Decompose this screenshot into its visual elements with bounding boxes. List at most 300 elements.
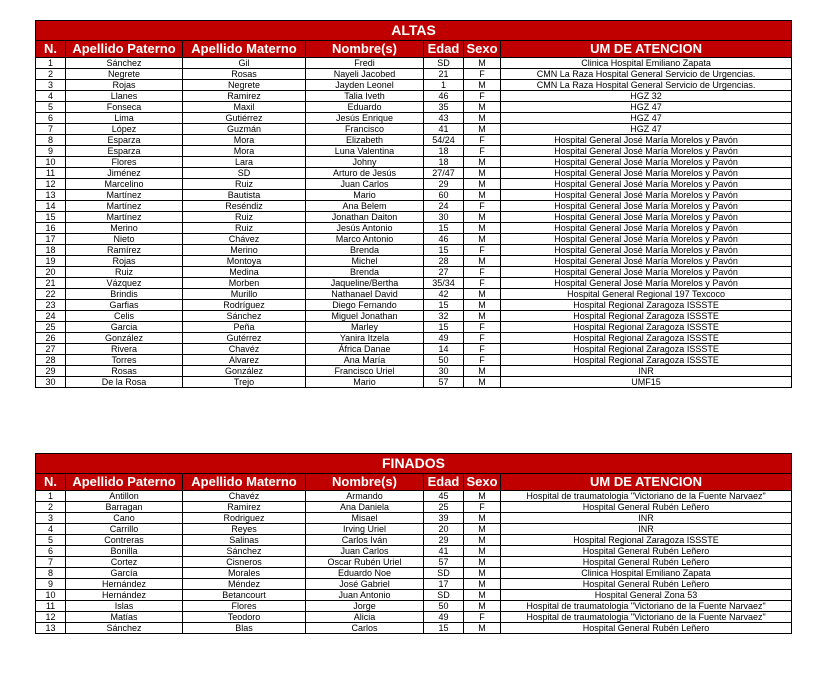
cell-sexo: M bbox=[464, 590, 501, 601]
cell-edad: 57 bbox=[424, 377, 464, 388]
cell-um-atencion: INR bbox=[501, 513, 792, 524]
table-row bbox=[36, 579, 792, 590]
cell-edad: 45 bbox=[424, 491, 464, 502]
cell-sexo: F bbox=[464, 135, 501, 146]
cell-sexo: M bbox=[464, 256, 501, 267]
col-header-sexo: Sexo bbox=[464, 474, 501, 491]
cell-apellido-materno: Trejo bbox=[183, 377, 306, 388]
cell-apellido-paterno: Ramírez bbox=[66, 245, 183, 256]
col-header-n: N. bbox=[36, 474, 66, 491]
cell-n: 19 bbox=[36, 256, 66, 267]
table-row bbox=[36, 535, 792, 546]
cell-apellido-materno: Gil bbox=[183, 58, 306, 69]
cell-n: 18 bbox=[36, 245, 66, 256]
cell-n: 4 bbox=[36, 524, 66, 535]
cell-nombre: Marley bbox=[306, 322, 424, 333]
cell-apellido-materno: Ruiz bbox=[183, 212, 306, 223]
col-header-sexo: Sexo bbox=[464, 41, 501, 58]
cell-edad: 32 bbox=[424, 311, 464, 322]
cell-um-atencion: Hospital General José María Morelos y Pavón bbox=[501, 245, 792, 256]
cell-sexo: M bbox=[464, 524, 501, 535]
table-row bbox=[36, 223, 792, 234]
cell-edad: 39 bbox=[424, 513, 464, 524]
cell-nombre: Miguel Jonathan bbox=[306, 311, 424, 322]
cell-um-atencion: HGZ 47 bbox=[501, 102, 792, 113]
table-row bbox=[36, 91, 792, 102]
cell-nombre: Jayden Leonel bbox=[306, 80, 424, 91]
cell-n: 29 bbox=[36, 366, 66, 377]
table-row bbox=[36, 557, 792, 568]
cell-edad: 18 bbox=[424, 157, 464, 168]
cell-apellido-paterno: Islas bbox=[66, 601, 183, 612]
cell-apellido-paterno: Hernández bbox=[66, 590, 183, 601]
cell-sexo: M bbox=[464, 366, 501, 377]
cell-nombre: Johny bbox=[306, 157, 424, 168]
cell-apellido-materno: Chávez bbox=[183, 234, 306, 245]
cell-sexo: F bbox=[464, 355, 501, 366]
cell-sexo: F bbox=[464, 278, 501, 289]
cell-nombre: Mario bbox=[306, 377, 424, 388]
cell-um-atencion: UMF15 bbox=[501, 377, 792, 388]
cell-um-atencion: CMN La Raza Hospital General Servicio de Urgencias. bbox=[501, 69, 792, 80]
cell-n: 14 bbox=[36, 201, 66, 212]
cell-nombre: Juan Antonio bbox=[306, 590, 424, 601]
cell-nombre: Jorge bbox=[306, 601, 424, 612]
cell-apellido-paterno: Martínez bbox=[66, 190, 183, 201]
cell-um-atencion: HGZ 32 bbox=[501, 91, 792, 102]
cell-edad: 30 bbox=[424, 366, 464, 377]
table-row bbox=[36, 256, 792, 267]
cell-sexo: M bbox=[464, 491, 501, 502]
cell-edad: 20 bbox=[424, 524, 464, 535]
altas-body bbox=[36, 58, 792, 388]
table-row bbox=[36, 289, 792, 300]
cell-edad: 46 bbox=[424, 91, 464, 102]
cell-edad: 24 bbox=[424, 201, 464, 212]
cell-nombre: Michel bbox=[306, 256, 424, 267]
table-row bbox=[36, 212, 792, 223]
table-row bbox=[36, 124, 792, 135]
cell-apellido-materno: Rodríguez bbox=[183, 300, 306, 311]
col-header-edad: Edad bbox=[424, 474, 464, 491]
table-row bbox=[36, 179, 792, 190]
table-row bbox=[36, 524, 792, 535]
cell-apellido-materno: Morben bbox=[183, 278, 306, 289]
cell-apellido-materno: Mora bbox=[183, 135, 306, 146]
cell-nombre: Jonathan Daiton bbox=[306, 212, 424, 223]
cell-nombre: Jesús Antonio bbox=[306, 223, 424, 234]
cell-apellido-paterno: Ruiz bbox=[66, 267, 183, 278]
cell-n: 11 bbox=[36, 168, 66, 179]
cell-apellido-materno: Lara bbox=[183, 157, 306, 168]
cell-sexo: M bbox=[464, 80, 501, 91]
col-header-um-atencion: UM DE ATENCION bbox=[501, 474, 792, 491]
cell-edad: 43 bbox=[424, 113, 464, 124]
cell-sexo: F bbox=[464, 267, 501, 278]
table-row bbox=[36, 612, 792, 623]
cell-n: 23 bbox=[36, 300, 66, 311]
table-row bbox=[36, 113, 792, 124]
table-row bbox=[36, 80, 792, 91]
cell-apellido-paterno: Matías bbox=[66, 612, 183, 623]
cell-edad: 46 bbox=[424, 234, 464, 245]
cell-sexo: M bbox=[464, 124, 501, 135]
altas-title: ALTAS bbox=[36, 21, 792, 41]
cell-edad: 50 bbox=[424, 601, 464, 612]
table-row bbox=[36, 157, 792, 168]
cell-sexo: F bbox=[464, 146, 501, 157]
cell-apellido-materno: Gutérrez bbox=[183, 333, 306, 344]
cell-apellido-materno: Teodoro bbox=[183, 612, 306, 623]
finados-table bbox=[35, 453, 792, 634]
cell-apellido-materno: Ruiz bbox=[183, 223, 306, 234]
cell-edad: 54/24 bbox=[424, 135, 464, 146]
cell-um-atencion: Hospital General José María Morelos y Pavón bbox=[501, 146, 792, 157]
cell-um-atencion: Hospital Regional Zaragoza ISSSTE bbox=[501, 344, 792, 355]
cell-edad: 57 bbox=[424, 557, 464, 568]
cell-apellido-paterno: Marcelino bbox=[66, 179, 183, 190]
cell-n: 9 bbox=[36, 146, 66, 157]
cell-sexo: M bbox=[464, 234, 501, 245]
cell-edad: 1 bbox=[424, 80, 464, 91]
cell-um-atencion: CMN La Raza Hospital General Servicio de Urgencias. bbox=[501, 80, 792, 91]
table-row bbox=[36, 322, 792, 333]
cell-apellido-paterno: Sánchez bbox=[66, 58, 183, 69]
cell-sexo: M bbox=[464, 579, 501, 590]
cell-n: 24 bbox=[36, 311, 66, 322]
cell-nombre: Arturo de Jesús bbox=[306, 168, 424, 179]
cell-apellido-paterno: Vázquez bbox=[66, 278, 183, 289]
cell-apellido-materno: Blas bbox=[183, 623, 306, 634]
cell-nombre: Brenda bbox=[306, 245, 424, 256]
cell-nombre: Nayeli Jacobed bbox=[306, 69, 424, 80]
cell-um-atencion: Hospital General José María Morelos y Pavón bbox=[501, 190, 792, 201]
cell-n: 6 bbox=[36, 546, 66, 557]
table-row bbox=[36, 201, 792, 212]
cell-sexo: M bbox=[464, 168, 501, 179]
cell-apellido-materno: Montoya bbox=[183, 256, 306, 267]
col-header-apellido-materno: Apellido Materno bbox=[183, 474, 306, 491]
cell-nombre: Irving Uriel bbox=[306, 524, 424, 535]
cell-apellido-materno: Merino bbox=[183, 245, 306, 256]
cell-nombre: África Danae bbox=[306, 344, 424, 355]
cell-sexo: M bbox=[464, 535, 501, 546]
cell-nombre: Oscar Rubén Uriel bbox=[306, 557, 424, 568]
cell-nombre: Eduardo Noe bbox=[306, 568, 424, 579]
cell-sexo: M bbox=[464, 212, 501, 223]
cell-n: 5 bbox=[36, 535, 66, 546]
cell-edad: 27/47 bbox=[424, 168, 464, 179]
cell-sexo: M bbox=[464, 223, 501, 234]
table-row bbox=[36, 146, 792, 157]
cell-n: 12 bbox=[36, 179, 66, 190]
cell-sexo: M bbox=[464, 568, 501, 579]
cell-apellido-materno: Ramirez bbox=[183, 502, 306, 513]
cell-edad: 15 bbox=[424, 623, 464, 634]
cell-apellido-paterno: García bbox=[66, 568, 183, 579]
cell-n: 4 bbox=[36, 91, 66, 102]
cell-apellido-paterno: Lima bbox=[66, 113, 183, 124]
cell-apellido-paterno: Rojas bbox=[66, 80, 183, 91]
cell-sexo: M bbox=[464, 557, 501, 568]
cell-apellido-materno: Cisneros bbox=[183, 557, 306, 568]
cell-edad: SD bbox=[424, 58, 464, 69]
cell-um-atencion: Hospital General José María Morelos y Pavón bbox=[501, 168, 792, 179]
cell-n: 15 bbox=[36, 212, 66, 223]
cell-apellido-materno: Negrete bbox=[183, 80, 306, 91]
cell-nombre: Ana María bbox=[306, 355, 424, 366]
cell-nombre: José Gabriel bbox=[306, 579, 424, 590]
finados-title: FINADOS bbox=[36, 454, 792, 474]
cell-sexo: F bbox=[464, 502, 501, 513]
cell-n: 21 bbox=[36, 278, 66, 289]
cell-apellido-materno: Morales bbox=[183, 568, 306, 579]
cell-apellido-paterno: Merino bbox=[66, 223, 183, 234]
cell-edad: 28 bbox=[424, 256, 464, 267]
cell-um-atencion: Hospital Regional Zaragoza ISSSTE bbox=[501, 535, 792, 546]
col-header-apellido-paterno: Apellido Paterno bbox=[66, 474, 183, 491]
cell-apellido-paterno: Nieto bbox=[66, 234, 183, 245]
cell-edad: 18 bbox=[424, 146, 464, 157]
cell-nombre: Elizabeth bbox=[306, 135, 424, 146]
cell-apellido-paterno: Martínez bbox=[66, 212, 183, 223]
cell-apellido-paterno: Llanes bbox=[66, 91, 183, 102]
cell-sexo: F bbox=[464, 344, 501, 355]
cell-n: 13 bbox=[36, 623, 66, 634]
cell-sexo: M bbox=[464, 311, 501, 322]
cell-nombre: Jesús Enrique bbox=[306, 113, 424, 124]
cell-apellido-materno: Méndez bbox=[183, 579, 306, 590]
table-row bbox=[36, 377, 792, 388]
cell-nombre: Marco Antonio bbox=[306, 234, 424, 245]
cell-nombre: Fredi bbox=[306, 58, 424, 69]
cell-n: 2 bbox=[36, 69, 66, 80]
cell-sexo: M bbox=[464, 546, 501, 557]
cell-apellido-materno: Ruiz bbox=[183, 179, 306, 190]
cell-n: 5 bbox=[36, 102, 66, 113]
cell-n: 13 bbox=[36, 190, 66, 201]
cell-n: 7 bbox=[36, 557, 66, 568]
cell-apellido-paterno: Flores bbox=[66, 157, 183, 168]
cell-edad: 50 bbox=[424, 355, 464, 366]
cell-um-atencion: Hospital General José María Morelos y Pavón bbox=[501, 267, 792, 278]
cell-n: 26 bbox=[36, 333, 66, 344]
cell-apellido-materno: Reséndiz bbox=[183, 201, 306, 212]
cell-sexo: M bbox=[464, 623, 501, 634]
cell-apellido-paterno: Barragan bbox=[66, 502, 183, 513]
cell-sexo: M bbox=[464, 113, 501, 124]
cell-apellido-materno: Gutiérrez bbox=[183, 113, 306, 124]
cell-apellido-materno: Bautista bbox=[183, 190, 306, 201]
cell-um-atencion: Clinica Hospital Emiliano Zapata bbox=[501, 568, 792, 579]
cell-nombre: Juan Carlos bbox=[306, 179, 424, 190]
altas-table bbox=[35, 20, 792, 388]
cell-apellido-materno: Chavéz bbox=[183, 491, 306, 502]
cell-apellido-paterno: Bonilla bbox=[66, 546, 183, 557]
cell-sexo: F bbox=[464, 91, 501, 102]
col-header-nombre: Nombre(s) bbox=[306, 41, 424, 58]
table-row bbox=[36, 333, 792, 344]
table-row bbox=[36, 513, 792, 524]
cell-sexo: F bbox=[464, 612, 501, 623]
cell-um-atencion: Hospital General José María Morelos y Pavón bbox=[501, 135, 792, 146]
col-header-edad: Edad bbox=[424, 41, 464, 58]
cell-apellido-materno: Peña bbox=[183, 322, 306, 333]
cell-apellido-materno: Murillo bbox=[183, 289, 306, 300]
cell-nombre: Eduardo bbox=[306, 102, 424, 113]
cell-um-atencion: Hospital General Rubén Leñero bbox=[501, 546, 792, 557]
cell-um-atencion: Hospital General José María Morelos y Pavón bbox=[501, 256, 792, 267]
cell-apellido-materno: Guzmán bbox=[183, 124, 306, 135]
cell-um-atencion: Hospital General Rubén Leñero bbox=[501, 623, 792, 634]
cell-apellido-materno: Chavéz bbox=[183, 344, 306, 355]
cell-um-atencion: Hospital de traumatologia "Victoriano de la Fuente Narvaez" bbox=[501, 491, 792, 502]
table-row bbox=[36, 546, 792, 557]
cell-edad: 42 bbox=[424, 289, 464, 300]
cell-n: 1 bbox=[36, 58, 66, 69]
cell-n: 7 bbox=[36, 124, 66, 135]
cell-nombre: Ana Daniela bbox=[306, 502, 424, 513]
cell-nombre: Mario bbox=[306, 190, 424, 201]
col-header-apellido-paterno: Apellido Paterno bbox=[66, 41, 183, 58]
cell-um-atencion: Hospital Regional Zaragoza ISSSTE bbox=[501, 355, 792, 366]
cell-apellido-paterno: Hernández bbox=[66, 579, 183, 590]
table-row bbox=[36, 190, 792, 201]
cell-n: 9 bbox=[36, 579, 66, 590]
col-header-n: N. bbox=[36, 41, 66, 58]
cell-edad: 35/34 bbox=[424, 278, 464, 289]
cell-um-atencion: Hospital General Rubén Leñero bbox=[501, 557, 792, 568]
cell-apellido-materno: Reyes bbox=[183, 524, 306, 535]
cell-nombre: Juan Carlos bbox=[306, 546, 424, 557]
cell-um-atencion: Hospital General José María Morelos y Pavón bbox=[501, 157, 792, 168]
table-row bbox=[36, 234, 792, 245]
cell-nombre: Talia Iveth bbox=[306, 91, 424, 102]
cell-apellido-paterno: Carrillo bbox=[66, 524, 183, 535]
col-header-nombre: Nombre(s) bbox=[306, 474, 424, 491]
cell-nombre: Carlos Iván bbox=[306, 535, 424, 546]
cell-n: 8 bbox=[36, 135, 66, 146]
cell-nombre: Francisco bbox=[306, 124, 424, 135]
cell-apellido-paterno: Cano bbox=[66, 513, 183, 524]
cell-n: 1 bbox=[36, 491, 66, 502]
cell-apellido-paterno: Jiménez bbox=[66, 168, 183, 179]
cell-edad: 41 bbox=[424, 546, 464, 557]
cell-um-atencion: Hospital General José María Morelos y Pavón bbox=[501, 201, 792, 212]
cell-um-atencion: INR bbox=[501, 524, 792, 535]
cell-nombre: Nathanael David bbox=[306, 289, 424, 300]
cell-um-atencion: Hospital General José María Morelos y Pavón bbox=[501, 212, 792, 223]
cell-apellido-paterno: Celis bbox=[66, 311, 183, 322]
cell-apellido-materno: Salinas bbox=[183, 535, 306, 546]
cell-um-atencion: Hospital de traumatologia "Victoriano de la Fuente Narvaez" bbox=[501, 612, 792, 623]
cell-edad: 15 bbox=[424, 245, 464, 256]
table-row bbox=[36, 601, 792, 612]
cell-nombre: Luna Valentina bbox=[306, 146, 424, 157]
table-row bbox=[36, 300, 792, 311]
table-row bbox=[36, 366, 792, 377]
cell-apellido-materno: Maxil bbox=[183, 102, 306, 113]
table-row bbox=[36, 135, 792, 146]
finados-body bbox=[36, 491, 792, 634]
cell-nombre: Misael bbox=[306, 513, 424, 524]
cell-apellido-paterno: Esparza bbox=[66, 135, 183, 146]
cell-nombre: Alicia bbox=[306, 612, 424, 623]
cell-um-atencion: Clinica Hospital Emiliano Zapata bbox=[501, 58, 792, 69]
cell-edad: 41 bbox=[424, 124, 464, 135]
table-row bbox=[36, 278, 792, 289]
cell-n: 17 bbox=[36, 234, 66, 245]
cell-edad: SD bbox=[424, 568, 464, 579]
cell-nombre: Ana Belem bbox=[306, 201, 424, 212]
cell-apellido-materno: Mora bbox=[183, 146, 306, 157]
cell-apellido-materno: González bbox=[183, 366, 306, 377]
table-row bbox=[36, 58, 792, 69]
cell-nombre: Francisco Uriel bbox=[306, 366, 424, 377]
table-row bbox=[36, 590, 792, 601]
cell-n: 10 bbox=[36, 157, 66, 168]
cell-edad: 15 bbox=[424, 223, 464, 234]
cell-nombre: Diego Fernando bbox=[306, 300, 424, 311]
cell-um-atencion: Hospital General Rubén Leñero bbox=[501, 579, 792, 590]
cell-apellido-paterno: Contreras bbox=[66, 535, 183, 546]
cell-nombre: Armando bbox=[306, 491, 424, 502]
table-row bbox=[36, 311, 792, 322]
cell-um-atencion: Hospital General José María Morelos y Pavón bbox=[501, 223, 792, 234]
cell-sexo: F bbox=[464, 201, 501, 212]
cell-apellido-materno: Sánchez bbox=[183, 546, 306, 557]
cell-edad: 35 bbox=[424, 102, 464, 113]
cell-edad: 25 bbox=[424, 502, 464, 513]
cell-apellido-paterno: Brindis bbox=[66, 289, 183, 300]
cell-apellido-materno: Sánchez bbox=[183, 311, 306, 322]
cell-sexo: F bbox=[464, 69, 501, 80]
cell-edad: 49 bbox=[424, 333, 464, 344]
cell-edad: 27 bbox=[424, 267, 464, 278]
cell-edad: SD bbox=[424, 590, 464, 601]
cell-n: 16 bbox=[36, 223, 66, 234]
cell-sexo: F bbox=[464, 333, 501, 344]
cell-edad: 17 bbox=[424, 579, 464, 590]
cell-apellido-paterno: Negrete bbox=[66, 69, 183, 80]
cell-edad: 29 bbox=[424, 179, 464, 190]
cell-apellido-paterno: González bbox=[66, 333, 183, 344]
table-row bbox=[36, 69, 792, 80]
cell-apellido-materno: SD bbox=[183, 168, 306, 179]
cell-apellido-paterno: Sánchez bbox=[66, 623, 183, 634]
cell-edad: 49 bbox=[424, 612, 464, 623]
cell-um-atencion: HGZ 47 bbox=[501, 124, 792, 135]
cell-apellido-paterno: De la Rosa bbox=[66, 377, 183, 388]
cell-apellido-materno: Alvarez bbox=[183, 355, 306, 366]
cell-sexo: M bbox=[464, 190, 501, 201]
cell-um-atencion: Hospital Regional Zaragoza ISSSTE bbox=[501, 300, 792, 311]
cell-apellido-paterno: Torres bbox=[66, 355, 183, 366]
cell-um-atencion: Hospital Regional Zaragoza ISSSTE bbox=[501, 322, 792, 333]
cell-apellido-materno: Rosas bbox=[183, 69, 306, 80]
cell-apellido-paterno: Rojas bbox=[66, 256, 183, 267]
cell-edad: 14 bbox=[424, 344, 464, 355]
cell-apellido-materno: Medina bbox=[183, 267, 306, 278]
cell-apellido-paterno: López bbox=[66, 124, 183, 135]
cell-edad: 15 bbox=[424, 300, 464, 311]
table-row bbox=[36, 245, 792, 256]
cell-apellido-paterno: Rosas bbox=[66, 366, 183, 377]
cell-nombre: Brenda bbox=[306, 267, 424, 278]
cell-sexo: M bbox=[464, 157, 501, 168]
cell-n: 25 bbox=[36, 322, 66, 333]
cell-apellido-paterno: Garfias bbox=[66, 300, 183, 311]
